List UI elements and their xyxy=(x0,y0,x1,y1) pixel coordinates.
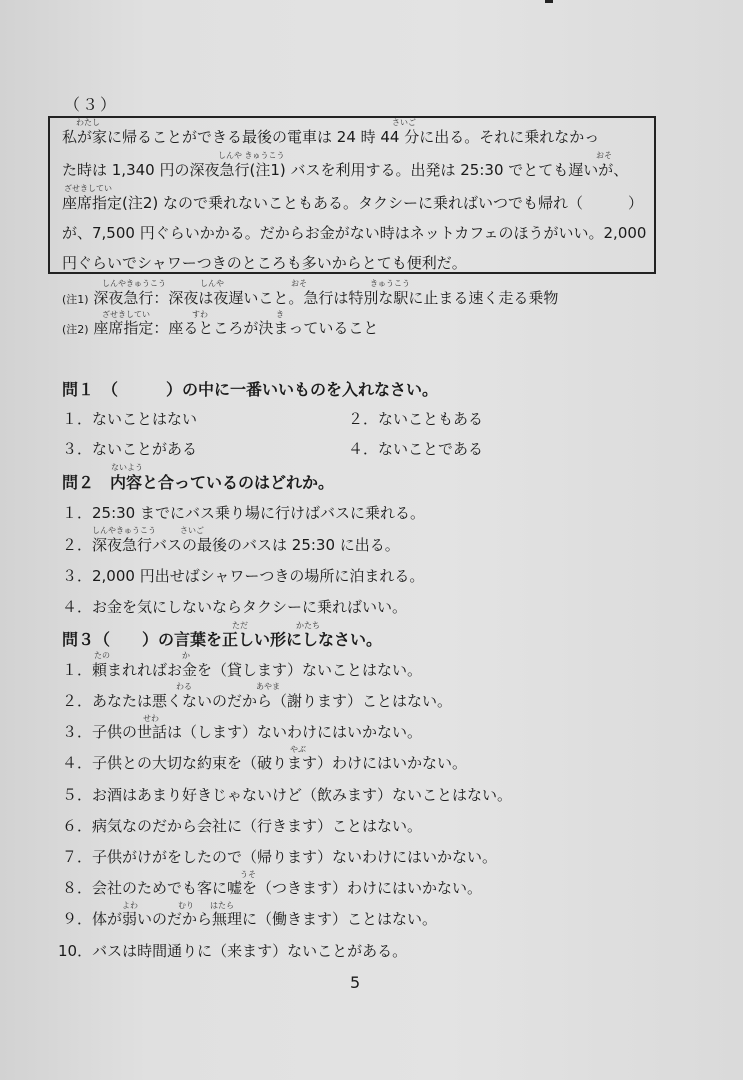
q3-item-9-ruby: よわ むり はたら xyxy=(122,901,234,910)
note1-ruby-shinyakyuukou: しんやきゅうこう xyxy=(102,279,166,288)
q3-item-4: ４．子供との大切な約束を（破ります）わけにはいかない。 xyxy=(62,754,468,772)
q2-option-4: ４．お金を気にしないならタクシーに乗ればいい。 xyxy=(62,598,408,616)
note1-ruby-osoi: おそ xyxy=(291,279,307,288)
q3-ruby-katachi: かたち xyxy=(296,621,320,630)
passage-line-5: 円ぐらいでシャワーつきのところも多いからとても便利だ。 xyxy=(62,254,467,272)
passage-line-2: た時は 1,340 円の深夜急行(注1) バスを利用する。出発は 25:30 でとても遅いが、 xyxy=(62,161,629,179)
note-2-tag: (注2) xyxy=(62,323,89,336)
q2-option-2-ruby: しんやきゅうこう さいご xyxy=(92,526,204,535)
q3-item-1: １．頼まれればお金を（貸します）ないことはない。 xyxy=(62,661,423,679)
q3-item-2: ２．あなたは悪くないのだから（謝ります）ことはない。 xyxy=(62,692,453,710)
q3-item-6: ６．病気なのだから会社に（行きます）ことはない。 xyxy=(62,817,423,835)
corner-mark xyxy=(545,0,553,3)
note-1 xyxy=(62,287,558,308)
page-number: 5 xyxy=(350,973,361,992)
q2-ruby-naiyou: ないよう xyxy=(111,463,143,472)
q3-heading: 問３（ ）の言葉を正しい形にしなさい。 xyxy=(62,630,383,649)
q1-heading: 問１ （ ）の中に一番いいものを入れなさい。 xyxy=(62,380,439,399)
note2-ruby-suwaru: すわ xyxy=(192,310,208,319)
q3-ruby-tadashii: ただ xyxy=(232,621,248,630)
q3-item-5: ５．お酒はあまり好きじゃないけど（飲みます）ないことはない。 xyxy=(62,786,513,804)
ruby-shinyakyuukou: しんや きゅうこう xyxy=(218,151,285,160)
note-1-text: 深夜急行：深夜は夜遅いこと。急行は特別な駅に止まる速く走る乗物 xyxy=(93,289,559,307)
note1-ruby-shinya: しんや xyxy=(200,279,224,288)
q3-item-9: ９．体が弱いのだから無理に（働きます）ことはない。 xyxy=(62,910,438,928)
q1-option-3: ３．ないことがある xyxy=(62,440,198,458)
q3-item-2-ruby: わる あやま xyxy=(176,682,280,691)
note2-ruby-zasekishitei: ざせきしてい xyxy=(102,310,150,319)
q3-item-7: ７．子供がけがをしたので（帰ります）ないわけにはいかない。 xyxy=(62,848,498,866)
ruby-osoi: おそ xyxy=(596,151,612,160)
q3-item-3: ３．子供の世話は（します）ないわけにはいかない。 xyxy=(62,723,423,741)
note-2 xyxy=(62,317,378,338)
q3-item-8: ８．会社のためでも客に嘘を（つきます）わけにはいかない。 xyxy=(62,879,483,897)
q2-option-3: ３．2,000 円出せばシャワーつきの場所に泊まれる。 xyxy=(62,567,425,585)
ruby-saigo: さいご xyxy=(392,118,416,127)
q1-option-1: １．ないことはない xyxy=(62,410,198,428)
passage-line-4: が、7,500 円ぐらいかかる。だからお金がない時はネットカフェのほうがいい。2,000 xyxy=(62,224,647,242)
q2-option-2: ２．深夜急行バスの最後のバスは 25:30 に出る。 xyxy=(62,536,400,554)
q1-option-4: ４．ないことである xyxy=(348,440,484,458)
note-2-text: 座席指定：座るところが決まっていること xyxy=(93,319,379,337)
q3-item-10: 10．バスは時間通りに（来ます）ないことがある。 xyxy=(58,942,408,960)
q3-item-1-ruby: たの か xyxy=(94,651,190,660)
q3-item-3-ruby: せわ xyxy=(143,714,159,723)
q2-heading: 問２ 内容と合っているのはどれか。 xyxy=(62,473,335,492)
q3-item-4-ruby: やぶ xyxy=(290,745,306,754)
section-label: （３） xyxy=(64,95,119,114)
note1-ruby-kyuukou: きゅうこう xyxy=(370,279,410,288)
q2-option-1: １．25:30 までにバス乗り場に行けばバスに乗れる。 xyxy=(62,504,425,522)
passage-line-1: 私が家に帰ることができる最後の電車は 24 時 44 分に出る。それに乗れなかっ xyxy=(62,128,600,146)
note-1-tag: (注1) xyxy=(62,293,89,306)
q3-item-8-ruby: うそ xyxy=(240,870,256,879)
note2-ruby-kimatte: き xyxy=(276,310,284,319)
q1-option-2: ２．ないこともある xyxy=(348,410,484,428)
passage-line-3: 座席指定(注2) なので乗れないこともある。タクシーに乗ればいつでも帰れ（ ） xyxy=(62,194,644,212)
ruby-watashi: わたし xyxy=(76,118,100,127)
ruby-zasekishitei: ざせきしてい xyxy=(64,184,112,193)
